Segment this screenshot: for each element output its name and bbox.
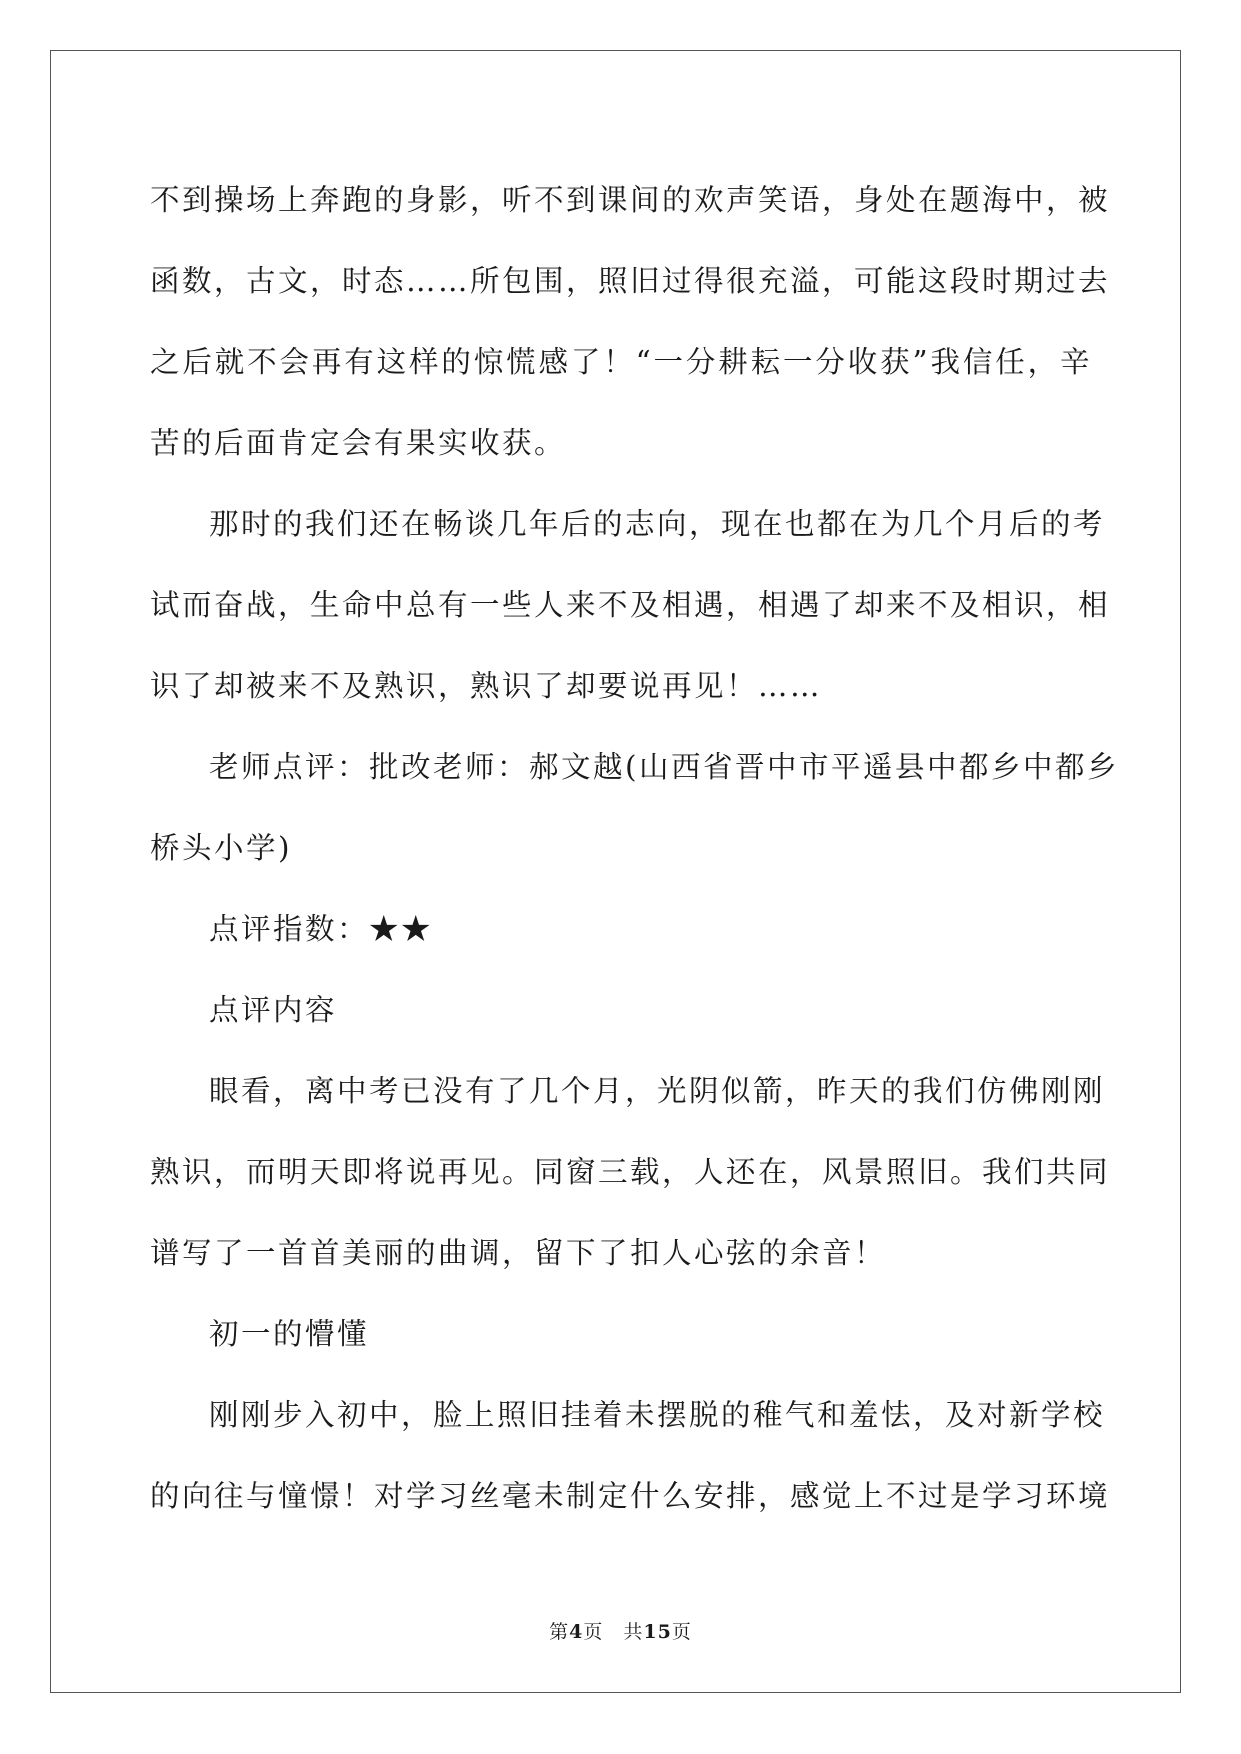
total-suffix: 页 <box>671 1621 692 1643</box>
teacher-review-header <box>150 727 1120 889</box>
page-prefix: 第 <box>549 1621 570 1643</box>
text-line: 点评内容 <box>209 993 338 1027</box>
text-line: 刚刚步入初中，脸上照旧挂着未摆脱的稚气和羞怯，及对新学校 <box>209 1398 1106 1432</box>
text-line: 的向往与憧憬！对学习丝毫未制定什么安排，感觉上不过是学习环境 <box>150 1479 1111 1513</box>
paragraph-2 <box>150 484 1111 727</box>
paragraph-last <box>150 1375 1111 1537</box>
page-footer <box>0 1617 1241 1644</box>
section-heading <box>150 1294 1092 1375</box>
text-line: 识了却被来不及熟识，熟识了却要说再见！…… <box>150 669 823 703</box>
total-prefix: 共 <box>623 1621 644 1643</box>
text-line: 之后就不会再有这样的惊慌感了！“一分耕耘一分收获”我信任，辛 <box>150 345 1092 379</box>
text-line: 熟识，而明天即将说再见。同窗三载，人还在，风景照旧。我们共同 <box>150 1155 1111 1189</box>
text-line: 初一的懵懂 <box>209 1317 370 1351</box>
document-body <box>150 160 1120 1537</box>
text-line: 不到操场上奔跑的身影，听不到课间的欢声笑语，身处在题海中，被 <box>150 183 1111 217</box>
paragraph-1 <box>150 160 1111 484</box>
text-line: 试而奋战，生命中总有一些人来不及相遇，相遇了却来不及相识，相 <box>150 588 1111 622</box>
page-suffix: 页 <box>583 1621 604 1643</box>
review-rating <box>150 889 1092 970</box>
text-line: 函数，古文，时态……所包围，照旧过得很充溢，可能这段时期过去 <box>150 264 1111 298</box>
text-line: 眼看，离中考已没有了几个月，光阴似箭，昨天的我们仿佛刚刚 <box>209 1074 1106 1108</box>
text-line: 点评指数：★★ <box>209 912 434 946</box>
text-line: 苦的后面肯定会有果实收获。 <box>150 426 567 460</box>
paragraph-review <box>150 1051 1111 1294</box>
text-line: 那时的我们还在畅谈几年后的志向，现在也都在为几个月后的考 <box>209 507 1106 541</box>
page-number: 4 <box>569 1621 584 1643</box>
review-content-heading <box>150 970 1092 1051</box>
text-line: 桥头小学) <box>150 831 293 865</box>
text-line: 老师点评：批改老师：郝文越(山西省晋中市平遥县中都乡中都乡 <box>209 750 1120 784</box>
total-pages: 15 <box>643 1621 672 1643</box>
text-line: 谱写了一首首美丽的曲调，留下了扣人心弦的余音！ <box>150 1236 887 1270</box>
